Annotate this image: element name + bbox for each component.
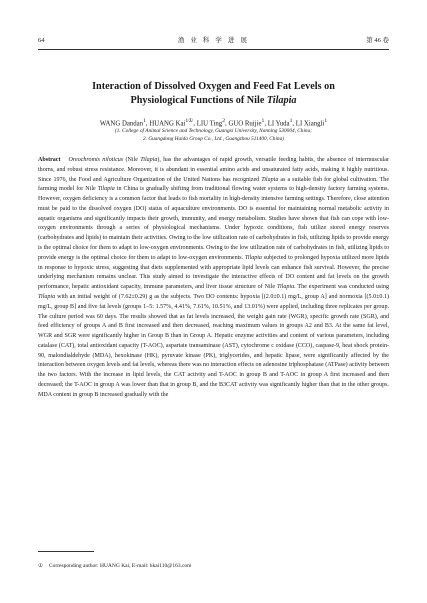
page-number: 64 [38,37,45,44]
paper-title [38,80,389,108]
footnote-rule [38,551,94,552]
author: GUO Ruijie [228,120,262,128]
abstract: Abstract Oreochromis niloticus (Nile Tilapia), has the advantages of rapid growth, versatile feeding habits, the absence of intermuscular thorns, and robust stress resistance. Moreover, it is abundant in essential amino acids and unsaturated fatty acids, making it highly nutritious. Since 1976, the Food and Agriculture Organization of the United Nations has recognized Tilapia as a suitable fish for global cultivation. The farming model for Nile Tilapia in China is gradually shifting from traditional flowing water systems to high-density factory farming systems. However, oxygen deficiency is a common factor that leads to fish mortality in high-density intensive farming settings. Therefore, close attention must be paid to the dissolved oxygen (DO) status of aquaculture environments. DO is essential for maintaining normal metabolic activity in aquatic organisms and significantly impacts their growth, immunity, and energy metabolism. Studies have shown that fish can cope with low-oxygen environments through a series of physiological mechanisms. Under hypoxic conditions, fish utilize stored energy reserves (carbohydrates and lipids) to maintain their activities. Owing to the low utilization rate of carbohydrates in fish, utilizing lipids to provide energy is the optimal choice for them to adapt to low-oxygen environments. Owing to the low utilization rate of carbohydrates in fish, utilizing lipids to provide energy is the optimal choice for them to adapt to low-oxygen environments. Tilapia subjected to prolonged hypoxia utilized more lipids in response to hypoxic stress, suggesting that diets supplemented with appropriate lipid levels can enhance fish survival. However, the precise underlying mechanism remains unclear. This study aimed to investigate the interactive effects of DO content and fat levels on the growth performance, hepatic antioxidant capacity, immune parameters, and liver tissue structure of Nile Tilapia. The experiment was conducted using Tilapia with an initial weight of (7.62±0.29) g as the subjects. Two DO contents: hypoxia [(2.0±0.1) mg/L, group A] and normoxia [(5.0±0.1) mg/L, group B] and five fat levels (groups 1–5: 1.57%, 4.41%, 7.61%, 10.51%, and 13.01%) were applied, including three replicates per group. The culture period was 60 days. The results showed that as fat levels increased, the weight gain rate (WGR), specific growth rate (SGR), and feed efficiency of groups A and B first increased and then decreased, reaching maximum values in groups A2 and B3. At the same fat level, WGR and SGR were significantly higher in Group B than in Group A. Hepatic enzyme activities and content of various parameters, including catalase (CAT), total antioxidant capacity (T-AOC), aspartate transaminase (AST), cytochrome c oxidase (CCO), caspase-9, heat shock protein-90, malondialdehyde (MDA), hexokinase (HK), pyruvate kinase (PK), triglycerides, and hepatic lipase, were significantly affected by the interaction between oxygen levels and fat levels, whereas there was no interaction effects on adenosine triphosphatase (ATPase) activity between the two factors. With the increase in lipid levels, the CAT activity and T-AOC in group B and T-AOC in group A first increased and then decreased; the T-AOC in group A was lower than that in group B, and the B3CAT activity was significantly higher than that in the other groups. MDA content in group B increased gradually with the [38,157,390,398]
volume-label: 第 46 卷 [366,37,389,44]
header-rule [38,49,389,50]
footnote [38,562,389,570]
journal-name: 渔 业 科 学 进 展 [177,37,250,44]
author: HUANG Kai [149,120,186,128]
running-header [38,35,389,47]
affiliation-line: (1. College of Animal Science and Technology, Guangxi University, Nanning 530004, China; [115,128,312,134]
footnote-mark: ① [38,563,43,569]
author-list: WANG Dandan$^1$, HUANG Kai$^{1①}$, LIU Ting$^2$, GUO Ruijie$^1$, LI Yuda$^1$, LI Xiangli$^1$ [99,118,328,128]
title-species: Tilapia [266,95,297,106]
title-line-1: Interaction of Dissolved Oxygen and Feed Fat Levels on [92,81,335,92]
affiliations [38,128,389,143]
title-line-2: Physiological Functions of Nile Tilapia [130,95,297,106]
author: LIU Ting [196,120,223,128]
author: LI Yuda [267,120,290,128]
author: LI Xiangli [295,120,325,128]
footnote-text: Corresponding author: HUANG Kai, E-mail: hkai110@163.com [48,563,192,569]
abstract-label: Abstract [38,157,61,163]
author: WANG Dandan [99,120,144,128]
affiliation-line: 2. Guangdong Haida Group Co., Ltd., Guangzhou 511400, China) [143,135,284,142]
